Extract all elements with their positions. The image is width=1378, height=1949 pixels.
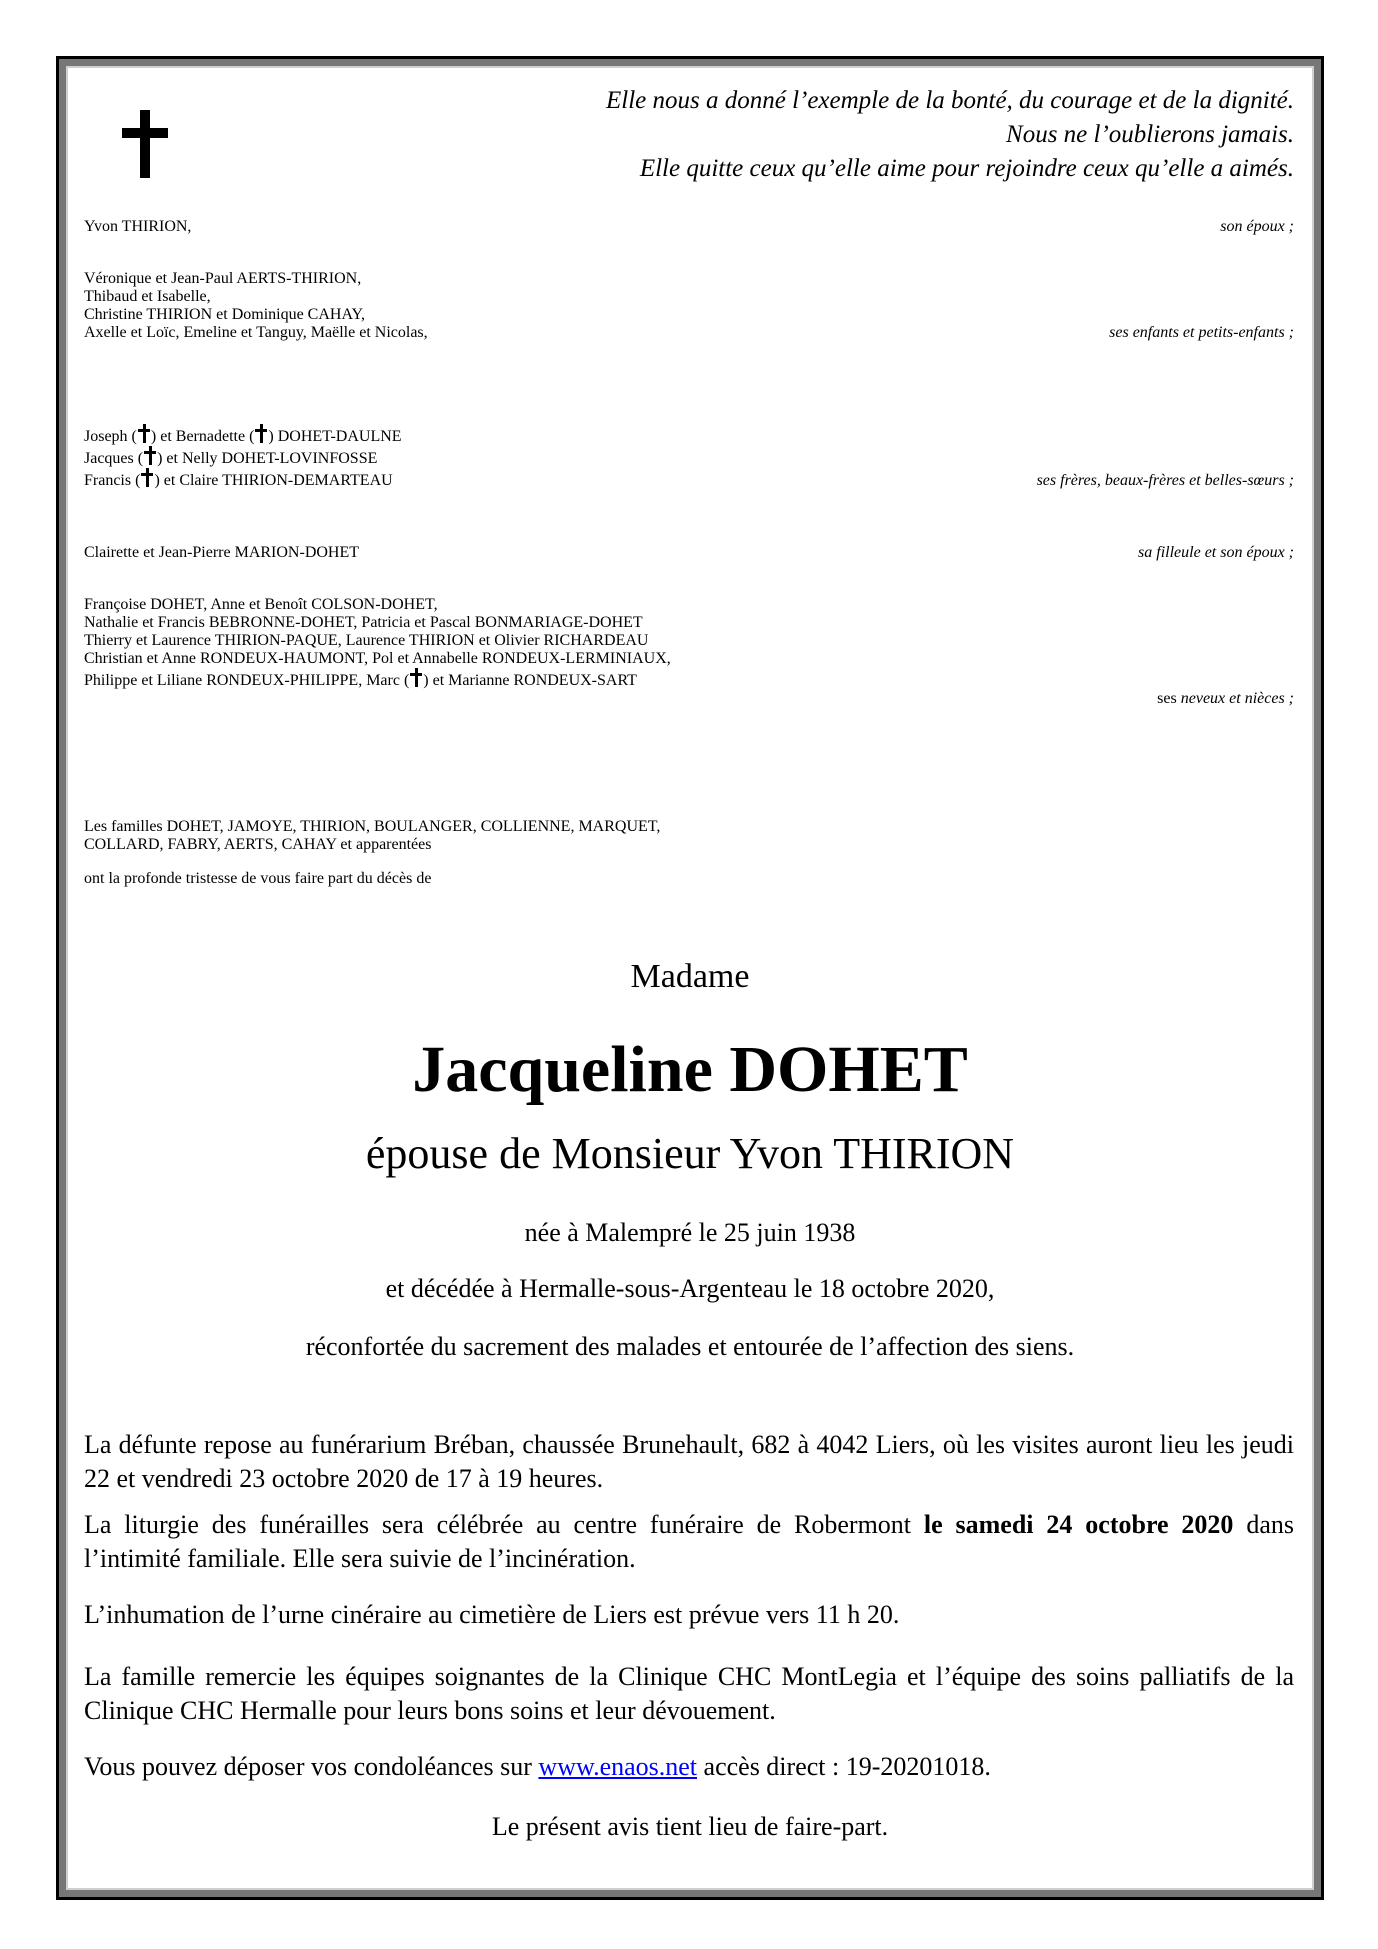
extended-families	[84, 818, 1294, 854]
cross-icon	[144, 446, 156, 465]
family-name-line: Thierry et Laurence THIRION-PAQUE, Laurence THIRION et Olivier RICHARDEAU	[84, 632, 649, 649]
cross-icon	[255, 424, 267, 443]
cross-icon	[410, 668, 422, 687]
family-name-line: Christian et Anne RONDEUX-HAUMONT, Pol et Annabelle RONDEUX-LERMINIAUX,	[84, 650, 671, 667]
burial-info: L’inhumation de l’urne cinéraire au cimetière de Liers est prévue vers 11 h 20.	[84, 1600, 900, 1629]
relation-label: ses enfants et petits-enfants ;	[1109, 324, 1294, 341]
family-name-line: Philippe et Liliane RONDEUX-PHILIPPE, Marc ( ) et Marianne RONDEUX-SART	[84, 668, 1294, 690]
thanks-info: La famille remercie les équipes soignantes de la Clinique CHC MontLegia et l’équipe des soins palliatifs de la Clinique CHC Hermalle pour leurs bons soins et leur dévouement.	[84, 1662, 1294, 1725]
family-siblings	[84, 424, 1294, 490]
condolences-link[interactable]: www.enaos.net	[538, 1752, 698, 1781]
family-name-line: Joseph ( ) et Bernadette ( ) DOHET-DAULNE	[84, 424, 1294, 446]
family-name-line: COLLARD, FABRY, AERTS, CAHAY et apparentées	[84, 836, 432, 853]
family-name-line: Clairette et Jean-Pierre MARION-DOHET	[84, 544, 360, 561]
epigraph-line: Elle quitte ceux qu’elle aime pour rejoindre ceux qu’elle a aimés.	[639, 155, 1294, 182]
death-info: et décédée à Hermalle-sous-Argenteau le 18 octobre 2020,	[385, 1274, 995, 1303]
relation-label: son époux ;	[1220, 218, 1294, 235]
family-goddaughter	[84, 544, 1294, 562]
visitation-info: La défunte repose au funérarium Bréban, chaussée Brunehault, 682 à 4042 Liers, où les visites auront lieu les jeudi 22 et vendredi 23 octobre 2020 de 17 à 19 heures.	[84, 1430, 1294, 1493]
sacrament-info: réconfortée du sacrement des malades et entourée de l’affection des siens.	[305, 1332, 1075, 1361]
cross-icon	[141, 468, 153, 487]
epigraph	[294, 84, 1294, 186]
birth-info: née à Malempré le 25 juin 1938	[524, 1218, 856, 1247]
footer-note: Le présent avis tient lieu de faire-part.	[491, 1812, 889, 1841]
family-name-line: Françoise DOHET, Anne et Benoît COLSON-DOHET,	[84, 596, 438, 613]
deceased-spouse-line: épouse de Monsieur Yvon THIRION	[365, 1129, 1015, 1178]
family-name-line: Thibaud et Isabelle,	[84, 288, 211, 305]
relation-label: sa filleule et son époux ;	[1138, 544, 1294, 561]
liturgy-date: le samedi 24 octobre 2020	[923, 1510, 1234, 1539]
condolences-info: Vous pouvez déposer vos condoléances sur www.enaos.net accès direct : 19-20201018.	[84, 1752, 991, 1781]
epigraph-line: Elle nous a donné l’exemple de la bonté, du courage et de la dignité.	[605, 87, 1294, 114]
epigraph-line: Nous ne l’oublierons jamais.	[1006, 121, 1294, 148]
family-name-line: Les familles DOHET, JAMOYE, THIRION, BOULANGER, COLLIENNE, MARQUET,	[84, 818, 661, 835]
liturgy-info: La liturgie des funérailles sera célébrée au centre funéraire de Robermont le samedi 24 octobre 2020 dans l’intimité familiale. Elle sera suivie de l’incinération.	[84, 1510, 1294, 1573]
relation-label: ses neveux et nièces ;	[1157, 690, 1294, 707]
announcement: ont la profonde tristesse de vous faire part du décès de	[84, 870, 432, 887]
family-name-line: Jacques ( ) et Nelly DOHET-LOVINFOSSE	[84, 446, 1294, 468]
cross-icon	[138, 424, 150, 443]
family-name-line: Francis ( ) et Claire THIRION-DEMARTEAU	[84, 468, 1294, 490]
family-nephews	[84, 596, 1294, 708]
family-name-line: Christine THIRION et Dominique CAHAY,	[84, 306, 366, 323]
family-children	[84, 270, 1294, 342]
family-spouse	[84, 218, 1294, 236]
family-name-line: Yvon THIRION,	[84, 218, 192, 235]
family-name-line: Axelle et Loïc, Emeline et Tanguy, Maëlle et Nicolas,	[84, 324, 428, 341]
family-name-line: Nathalie et Francis BEBRONNE-DOHET, Patricia et Pascal BONMARIAGE-DOHET	[84, 614, 643, 631]
family-name-line: Véronique et Jean-Paul AERTS-THIRION,	[84, 270, 362, 287]
relation-label: ses frères, beaux-frères et belles-sœurs ;	[1036, 472, 1294, 489]
cross-icon	[122, 110, 168, 178]
deceased-name: Jacqueline DOHET	[412, 1033, 968, 1106]
deceased-title: Madame	[630, 958, 750, 995]
